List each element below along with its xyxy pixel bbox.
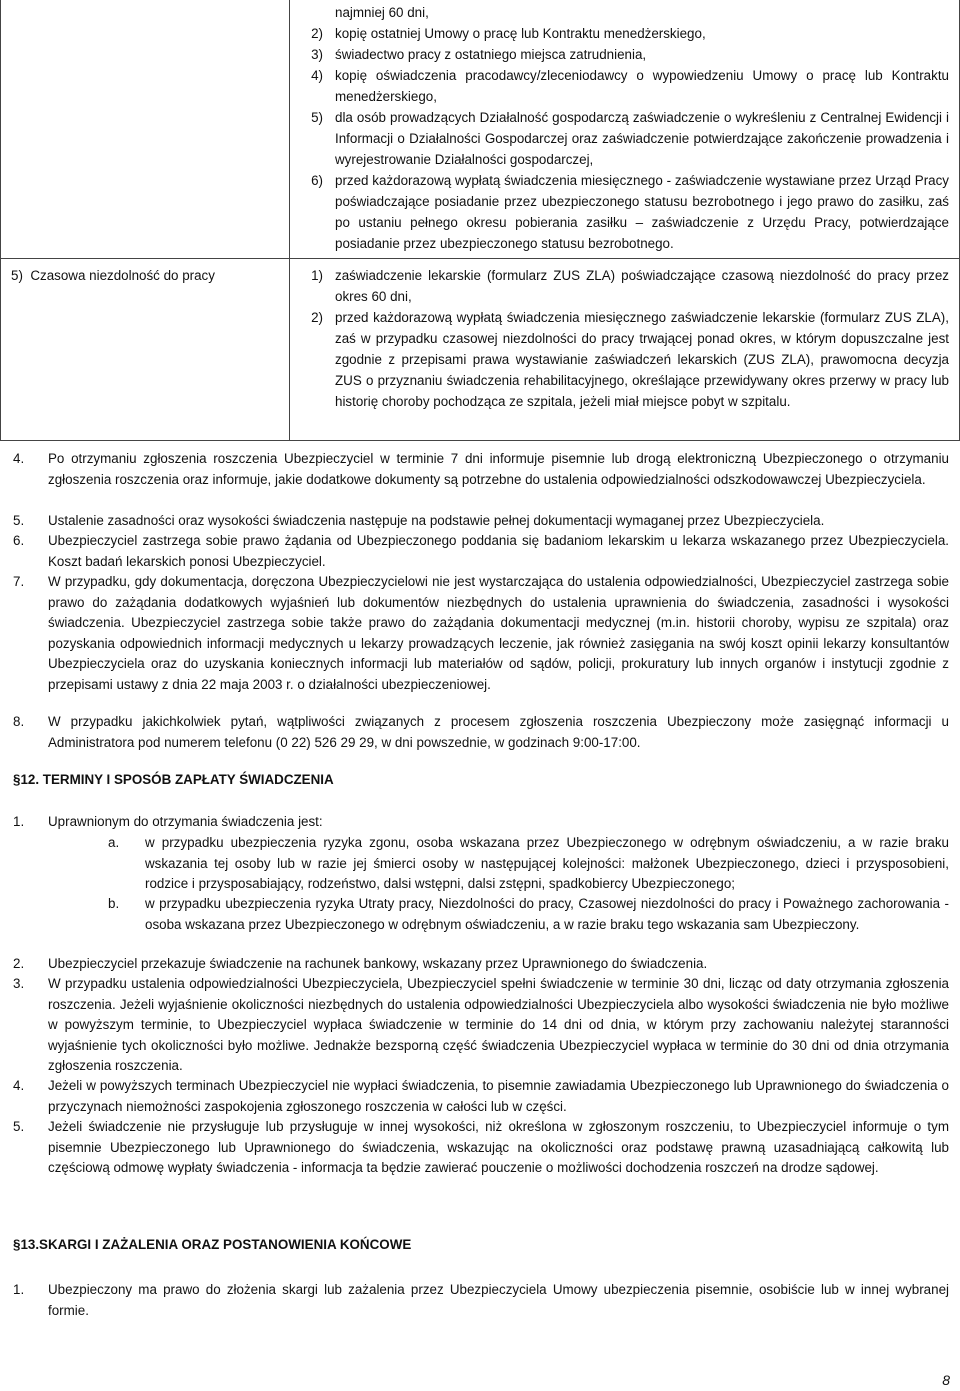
list-item: 7. W przypadku, gdy dokumentacja, doręczona Ubezpieczycielowi nie jest wystarczająca do ustalenia odpowiedzialności, Ubezpieczyciel zastrzega sobie prawo do zażądania dodatkowych wyjaśnień lub dokumentów niezbędnych do ustalenia uprawnienia do świadczenia, zasadności i wysokości świadczenia. Ubezpieczyciel zastrzega sobie także prawo do zażądania dokumentacji medycznej (m.in. historii choroby, wypisu ze szpitala) oraz pozyskania odpowiednich informacji medycznych u lekarzy prowadzących leczenie, jak również zasięgania na swój koszt opinii lekarzy konsultantów Ubezpieczyciela oraz do uzyskania koniecznych informacji lub materiałów od sądów, policji, prokuratury lub innych organów i instytucji zgodnie z przepisami ustawy z dnia 22 maja 2003 r. o działalności ubezpieczeniowej. [13,574,949,692]
table-row [1,259,960,441]
list-item: 6. Ubezpieczyciel zastrzega sobie prawo żądania od Ubezpieczonego poddania się badaniom lekarskim u lekarza wskazanego przez Ubezpieczyciela. Koszt badań lekarskich ponosi Ubezpieczyciel. [13,533,949,569]
table-cell-risk [1,0,290,259]
section-heading: §12. TERMINY I SPOSÓB ZAPŁATY ŚWIADCZENIA [13,772,334,787]
list-item: 2) przed każdorazową wypłatą świadczenia miesięcznego zaświadczenie lekarskie (formularz ZUS ZLA), zaś w przypadku czasowej niezdolności do pracy trwającej ponad okres, w którym dopuszczalne jest zgodnie z przepisami prawa wystawianie zaświadczeń lekarskich (ZUS ZLA), prawomocna decyzja ZUS o przyznaniu świadczenia rehabilitacyjnego, określające przewidywany okres przerwy w pracy lub historię choroby pochodząca ze szpitala, jeżeli miał miejsce pobyt w szpitalu. [311,310,949,409]
required-documents-table [0,0,960,441]
list-item: 5. Ustalenie zasadności oraz wysokości świadczenia następuje na podstawie pełnej dokumentacji wymaganej przez Ubezpieczyciela. [13,513,825,528]
documents-list [290,259,959,416]
list-item: 2. Ubezpieczyciel przekazuje świadczenie na rachunek bankowy, wskazany przez Uprawnionego do świadczenia. [13,956,708,971]
section-heading: §13.SKARGI I ZAŻALENIA ORAZ POSTANOWIENIA KOŃCOWE [13,1237,412,1252]
list-item: 4. Po otrzymaniu zgłoszenia roszczenia Ubezpieczyciel w terminie 7 dni informuje pisemnie lub drogą elektroniczną Ubezpieczonego o otrzymaniu zgłoszenia roszczenia oraz informuje, jakie dodatkowe dokumenty są potrzebne do ustalenia odpowiedzialności odszkodowawczej Ubezpieczyciela. [13,451,949,487]
list-item: 4. Jeżeli w powyższych terminach Ubezpieczyciel nie wypłaci świadczenia, to pisemnie zawiadamia Ubezpieczonego lub Uprawnionego do świadczenia o przyczynach niemożności zaspokojenia zgłoszonego roszczenia w całości lub w części. [13,1078,949,1114]
list-item: 3. W przypadku ustalenia odpowiedzialności Ubezpieczyciela, Ubezpieczyciel spełni świadczenie w terminie 30 dni, licząc od daty otrzymania zgłoszenia roszczenia. Jeżeli wyjaśnienie okoliczności niezbędnych do ustalenia odpowiedzialności Ubezpieczyciela albo wysokości świadczenia nie było możliwe w powyższym terminie, to Ubezpieczyciel wypłaca świadczenie w terminie do 14 dni od dnia, w którym przy zachowaniu należytej staranności wyjaśnienie tych okoliczności było możliwe. Jednakże bezsporną część świadczenia Ubezpieczyciel wypłaca w terminie do 30 dni od dnia otrzymania zgłoszenia roszczenia. [13,976,949,1074]
table-cell-risk [1,259,290,441]
sub-list-item: a. w przypadku ubezpieczenia ryzyka zgonu, osoba wskazana przez Ubezpieczonego w odrębnym oświadczeniu, a w razie braku wskazania tej osoby lub w razie jej śmierci osoby w następującej kolejności: małżonek Ubezpieczonego, dzieci i przysposobieni, rodzice i przysposabiający, rodzeństwo, dalsi wstępni, dalsi zstępni, spadkobiercy Ubezpieczonego; [108,835,949,892]
list-item: 4) kopię oświadczenia pracodawcy/zleceniodawcy o wypowiedzeniu Umowy o pracę lub Kontraktu menedżerskiego, [311,68,949,104]
table-cell-documents [290,259,960,441]
table-row [1,0,960,259]
list-item: 1) zaświadczenie lekarskie (formularz ZUS ZLA) poświadczające czasową niezdolność do pracy przez okres 60 dni, [311,268,949,304]
list-item: 5) dla osób prowadzących Działalność gospodarczą zaświadczenie o wykreśleniu z Centralnej Ewidencji i Informacji o Działalności Gospodarczej oraz zaświadczenie potwierdzające zakończenie prowadzenia i wyrejestrowanie Działalności gospodarczej, [311,110,949,167]
list-item: 2) kopię ostatniej Umowy o pracę lub Kontraktu menedżerskiego, [311,26,706,41]
list-item: 8. W przypadku jakichkolwiek pytań, wątpliwości związanych z procesem zgłoszenia roszczenia Ubezpieczony może zasięgnąć informacji u Administratora pod numerem telefonu (0 22) 526 29 29, w dni powszednie, w godzinach 9:00-17:00. [13,714,949,750]
list-item: 6) przed każdorazową wypłatą świadczenia miesięcznego - zaświadczenie wystawiane przez Urząd Pracy poświadczające posiadanie przez ubezpieczonego statusu bezrobotnego i jego prawo do zasiłku, zaś po ustaniu pełnego okresu pobierania zasiłku – zaświadczenie z Urzędu Pracy, potwierdzające posiadanie przez ubezpieczonego statusu bezrobotnego. [311,173,949,251]
documents-list [290,0,959,258]
risk-label: 5) Czasowa niezdolność do pracy [11,268,215,283]
list-item: 3) świadectwo pracy z ostatniego miejsca zatrudnienia, [311,47,647,62]
sub-list-item: b. w przypadku ubezpieczenia ryzyka Utraty pracy, Niezdolności do pracy, Czasowej niezdolności do pracy i Poważnego zachorowania - osoba wskazana przez Ubezpieczonego w odrębnym oświadczeniu, a w razie braku tego wskazania sam Ubezpieczony. [108,896,949,932]
page-number: 8 [942,1372,950,1388]
list-item: najmniej 60 dni, [335,5,429,20]
list-item: 1. Uprawnionym do otrzymania świadczenia jest: [13,814,323,829]
list-item: 1. Ubezpieczony ma prawo do złożenia skargi lub zażalenia przez Ubezpieczyciela Umowy ubezpieczenia pisemnie, osobiście lub w innej wybranej formie. [13,1282,949,1318]
table-cell-documents [290,0,960,259]
list-item: 5. Jeżeli świadczenie nie przysługuje lub przysługuje w innej wysokości, niż określona w zgłoszonym roszczeniu, to Ubezpieczyciel informuje o tym pisemnie Ubezpieczonego lub Uprawnionego do świadczenia, wskazując na okoliczności oraz podstawę prawną uzasadniającą całkowitą lub częściową odmowę wypłaty świadczenia - informacja ta będzie zawierać pouczenie o możliwości dochodzenia roszczeń na drodze sądowej. [13,1119,949,1176]
risk-label [1,0,289,6]
